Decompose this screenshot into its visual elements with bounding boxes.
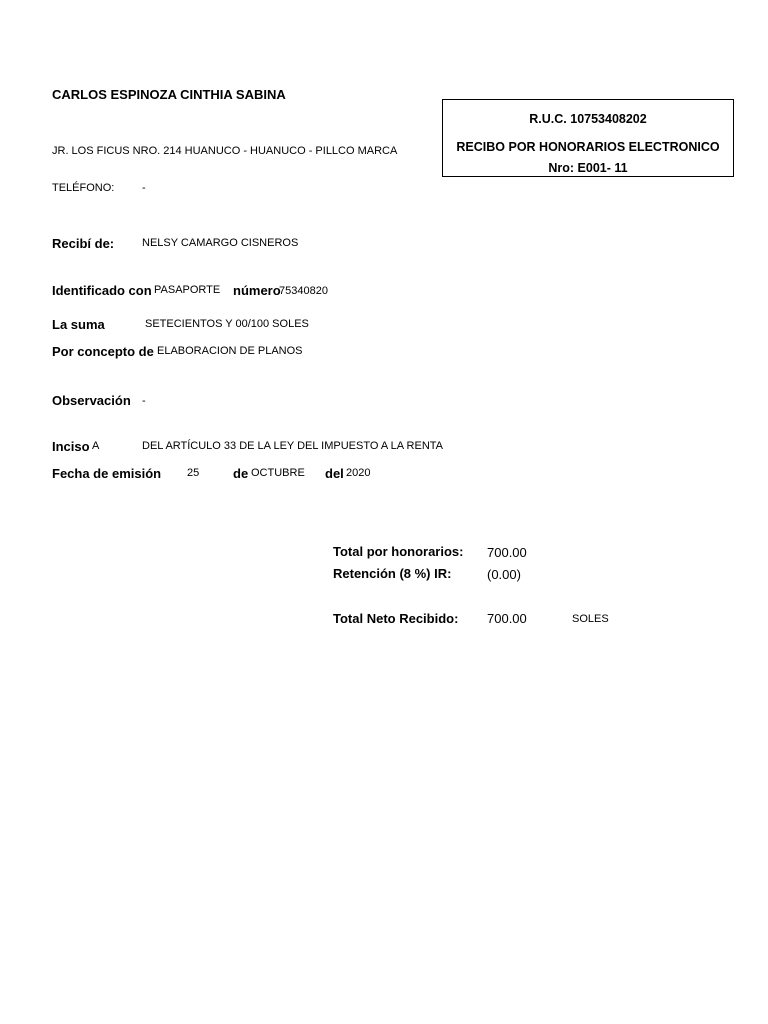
issue-date-label: Fecha de emisión bbox=[52, 466, 162, 481]
id-number-value: 75340820 bbox=[279, 285, 328, 297]
issuer-phone-label: TELÉFONO: bbox=[52, 182, 115, 194]
concept-value: ELABORACION DE PLANOS bbox=[157, 345, 303, 357]
document-number: Nro: E001- 11 bbox=[548, 161, 628, 175]
currency-label: SOLES bbox=[572, 613, 609, 625]
observation-label: Observación bbox=[52, 393, 131, 408]
ruc-number: R.U.C. 10753408202 bbox=[529, 112, 647, 126]
retention-value: (0.00) bbox=[487, 567, 521, 582]
ruc-box bbox=[442, 99, 734, 177]
concept-label: Por concepto de bbox=[52, 344, 154, 359]
retention-label: Retención (8 %) IR: bbox=[333, 566, 452, 581]
net-total-label: Total Neto Recibido: bbox=[333, 611, 459, 626]
issue-date-de-label: de bbox=[233, 466, 249, 481]
observation-value: - bbox=[142, 395, 146, 407]
issuer-name: CARLOS ESPINOZA CINTHIA SABINA bbox=[52, 87, 286, 102]
total-fees-label: Total por honorarios: bbox=[333, 544, 464, 559]
issue-date-del-label: del bbox=[325, 466, 344, 481]
issue-date-year: 2020 bbox=[346, 467, 371, 479]
issue-date-day: 25 bbox=[187, 467, 200, 479]
sum-label: La suma bbox=[52, 317, 105, 332]
total-fees-value: 700.00 bbox=[487, 545, 527, 560]
received-from-value: NELSY CAMARGO CISNEROS bbox=[142, 237, 299, 249]
id-number-label: número bbox=[233, 283, 281, 298]
received-from-label: Recibí de: bbox=[52, 236, 115, 251]
identified-type: PASAPORTE bbox=[154, 284, 221, 296]
document-type: RECIBO POR HONORARIOS ELECTRONICO bbox=[456, 140, 720, 154]
inciso-label: Inciso bbox=[52, 439, 90, 454]
issuer-phone-value: - bbox=[142, 182, 146, 194]
issuer-address: JR. LOS FICUS NRO. 214 HUANUCO - HUANUCO - PILLCO MARCA bbox=[52, 145, 398, 157]
issue-date-month: OCTUBRE bbox=[251, 467, 305, 479]
identified-label: Identificado con bbox=[52, 283, 152, 298]
sum-value: SETECIENTOS Y 00/100 SOLES bbox=[145, 318, 309, 330]
inciso-value: A bbox=[92, 440, 100, 452]
inciso-text: DEL ARTÍCULO 33 DE LA LEY DEL IMPUESTO A LA RENTA bbox=[142, 440, 443, 452]
net-total-value: 700.00 bbox=[487, 611, 527, 626]
